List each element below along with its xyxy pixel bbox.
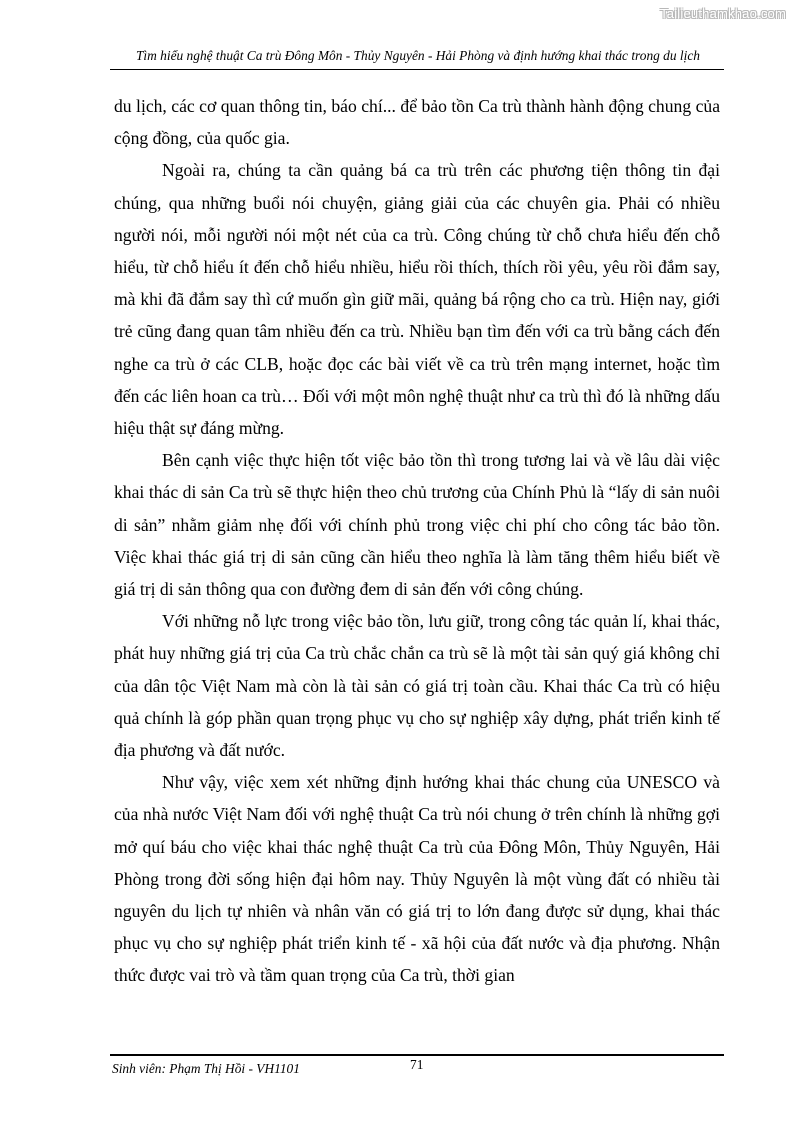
watermark-text: Tailieuthamkhao.com (660, 6, 786, 21)
document-body (114, 90, 720, 992)
paragraph-continuation: du lịch, các cơ quan thông tin, báo chí... để bảo tồn Ca trù thành hành động chung của cộng đồng, của quốc gia. (114, 96, 720, 149)
running-header: Tìm hiểu nghệ thuật Ca trù Đông Môn - Thủy Nguyên - Hải Phòng và định hướng khai thác trong du lịch (135, 48, 701, 63)
page-number: 71 (410, 1057, 424, 1072)
paragraph: Bên cạnh việc thực hiện tốt việc bảo tồn thì trong tương lai và về lâu dài việc khai thác di sản Ca trù sẽ thực hiện theo chủ trương của Chính Phủ là “lấy di sản nuôi di sản” nhằm giảm nhẹ đối với chính phủ trong việc chi phí cho công tác bảo tồn. Việc khai thác giá trị di sản cũng cần hiểu theo nghĩa là làm tăng thêm hiểu biết về giá trị di sản thông qua con đường đem di sản đến với công chúng. (114, 450, 720, 600)
footer-student-info: Sinh viên: Phạm Thị Hồi - VH1101 (112, 1061, 300, 1076)
paragraph: Với những nỗ lực trong việc bảo tồn, lưu giữ, trong công tác quản lí, khai thác, phát huy những giá trị của Ca trù chắc chắn ca trù sẽ là một tài sản quý giá không chỉ của dân tộc Việt Nam mà còn là tài sản có giá trị toàn cầu. Khai thác Ca trù có hiệu quả chính là góp phần quan trọng phục vụ cho sự nghiệp xây dựng, phát triển kinh tế địa phương và đất nước. (114, 611, 720, 761)
paragraph: Như vậy, việc xem xét những định hướng khai thác chung của UNESCO và của nhà nước Việt Nam đối với nghệ thuật Ca trù nói chung ở trên chính là những gợi mở quí báu cho việc khai thác nghệ thuật Ca trù của Đông Môn, Thủy Nguyên, Hải Phòng trong đời sống hiện đại hôm nay. Thủy Nguyên là một vùng đất có nhiều tài nguyên du lịch tự nhiên và nhân văn có giá trị to lớn đang được sử dụng, khai thác phục vụ cho sự nghiệp phát triển kinh tế - xã hội của đất nước và địa phương. Nhận thức được vai trò và tầm quan trọng của Ca trù, thời gian (114, 772, 720, 986)
header-divider (110, 69, 724, 70)
paragraph: Ngoài ra, chúng ta cần quảng bá ca trù trên các phương tiện thông tin đại chúng, qua những buổi nói chuyện, giảng giải của các chuyên gia. Phải có nhiều người nói, mỗi người nói một nét của ca trù. Công chúng từ chỗ chưa hiểu đến chỗ hiểu, từ chỗ hiểu ít đến chỗ hiểu nhiều, hiểu rồi thích, thích rồi yêu, yêu rồi đắm say, mà khi đã đắm say thì cứ muốn gìn giữ mãi, quảng bá rộng cho ca trù. Hiện nay, giới trẻ cũng đang quan tâm nhiều đến ca trù. Nhiều bạn tìm đến với ca trù bằng cách đến nghe ca trù ở các CLB, hoặc đọc các bài viết về ca trù trên mạng internet, hoặc tìm đến các liên hoan ca trù… Đối với một môn nghệ thuật như ca trù thì đó là những dấu hiệu thật sự đáng mừng. (114, 160, 720, 439)
